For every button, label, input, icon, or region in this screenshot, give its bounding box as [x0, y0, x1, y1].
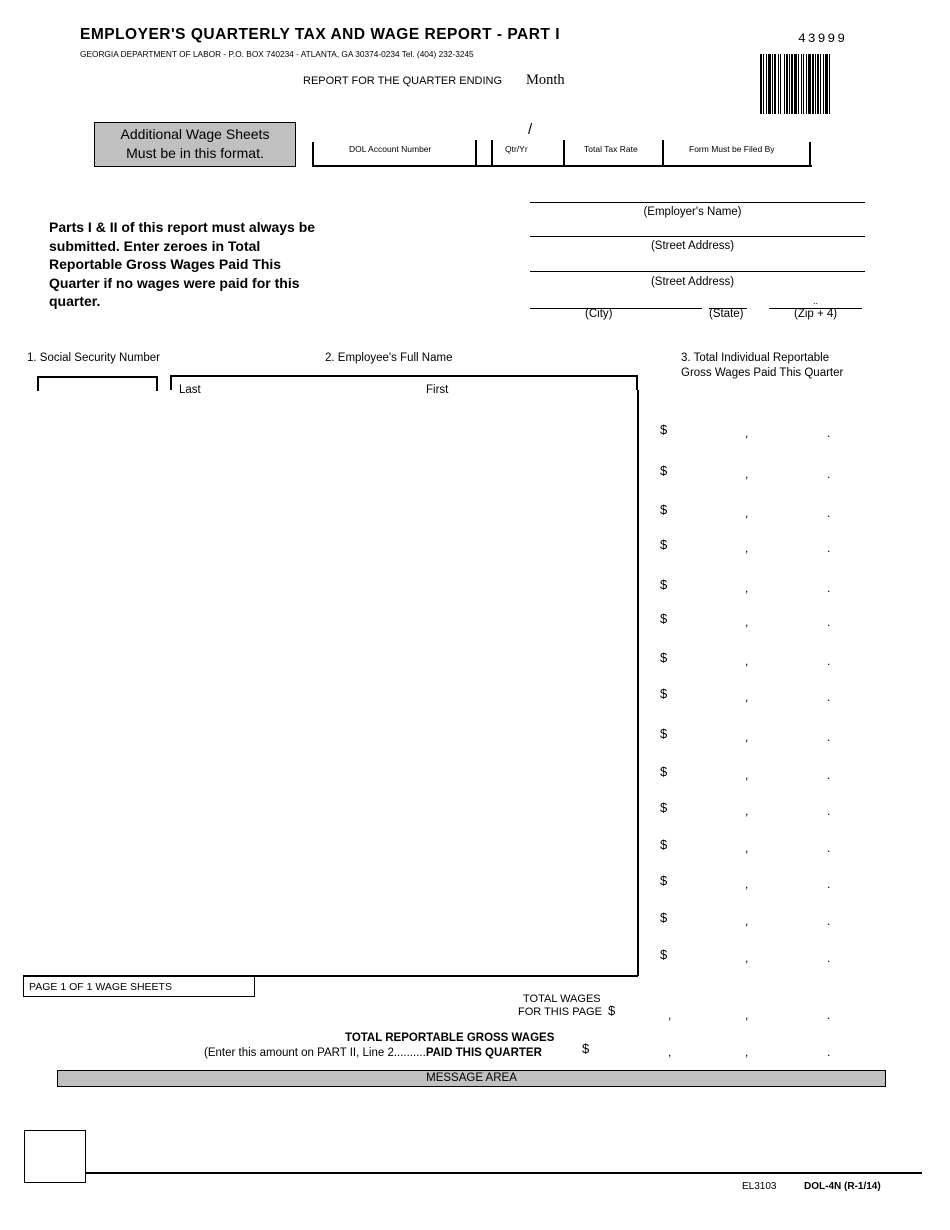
wage-dollar: $	[660, 910, 668, 925]
wage-row[interactable]	[660, 463, 840, 483]
wage-comma: ,	[745, 541, 749, 555]
wage-dollar: $	[660, 947, 668, 962]
wage-period: .	[827, 768, 831, 782]
gross-period: .	[827, 1045, 831, 1059]
footer-rule	[86, 1172, 922, 1174]
total-page-period: .	[827, 1008, 831, 1022]
wage-row[interactable]	[660, 947, 840, 967]
wage-period: .	[827, 730, 831, 744]
wage-comma: ,	[745, 914, 749, 928]
total-page-comma-1: ,	[668, 1008, 672, 1022]
wage-row[interactable]	[660, 611, 840, 631]
wage-comma: ,	[745, 467, 749, 481]
additional-sheets-notice	[94, 122, 296, 167]
month-field[interactable]: Month	[526, 72, 565, 88]
employer-name-field[interactable]: (Employer's Name)	[643, 206, 742, 218]
wage-period: .	[827, 654, 831, 668]
wage-period: .	[827, 951, 831, 965]
wage-comma: ,	[745, 654, 749, 668]
wage-dollar: $	[660, 502, 668, 517]
street-address-field-1[interactable]: (Street Address)	[650, 240, 735, 252]
wage-dollar: $	[660, 873, 668, 888]
wages-column-header-2: Gross Wages Paid This Quarter	[681, 367, 844, 379]
wage-row[interactable]	[660, 502, 840, 522]
wage-comma: ,	[745, 426, 749, 440]
wage-dollar: $	[660, 463, 668, 478]
wage-comma: ,	[745, 877, 749, 891]
total-page-dollar: $	[608, 1003, 616, 1018]
wage-comma: ,	[745, 804, 749, 818]
wage-dollar: $	[660, 650, 668, 665]
wage-period: .	[827, 877, 831, 891]
wage-comma: ,	[745, 581, 749, 595]
corner-box	[24, 1130, 86, 1183]
wage-row[interactable]	[660, 764, 840, 784]
wage-comma: ,	[745, 615, 749, 629]
street-address-field-2[interactable]: (Street Address)	[650, 276, 735, 288]
wage-row[interactable]	[660, 650, 840, 670]
wage-row[interactable]	[660, 686, 840, 706]
ssn-column-header: 1. Social Security Number	[27, 352, 160, 364]
wage-dollar: $	[660, 611, 668, 626]
wage-row[interactable]	[660, 873, 840, 893]
wages-column-header-1: 3. Total Individual Reportable	[681, 352, 830, 364]
state-field[interactable]: (State)	[709, 308, 744, 320]
tax-rate-field[interactable]: Total Tax Rate	[584, 144, 638, 154]
qtr-yr-field[interactable]: Qtr/Yr	[505, 144, 528, 154]
wage-dollar: $	[660, 726, 668, 741]
column-divider	[637, 390, 639, 976]
gross-wages-label: TOTAL REPORTABLE GROSS WAGES	[345, 1032, 555, 1044]
wage-row[interactable]	[660, 726, 840, 746]
wage-period: .	[827, 426, 831, 440]
name-column-header: 2. Employee's Full Name	[325, 352, 453, 364]
total-page-comma-2: ,	[745, 1008, 749, 1022]
wage-period: .	[827, 467, 831, 481]
wage-row[interactable]	[660, 837, 840, 857]
wage-period: .	[827, 804, 831, 818]
barcode-graphic	[760, 54, 873, 114]
city-field[interactable]: (City)	[585, 308, 613, 320]
parts-notice: Parts I & II of this report must always be submitted. Enter zeroes in Total Reportable Gross Wages Paid This Quarter if no wages were paid for this quarter.	[49, 219, 316, 309]
wage-period: .	[827, 541, 831, 555]
wage-comma: ,	[745, 768, 749, 782]
last-name-label: Last	[179, 384, 201, 396]
wage-dollar: $	[660, 537, 668, 552]
page-count-box: PAGE 1 OF 1 WAGE SHEETS	[23, 976, 255, 997]
wage-comma: ,	[745, 841, 749, 855]
gross-dollar: $	[582, 1041, 590, 1056]
wage-dollar: $	[660, 837, 668, 852]
wage-dollar: $	[660, 764, 668, 779]
wage-period: .	[827, 690, 831, 704]
gross-wages-instruction: (Enter this amount on PART II, Line 2..........PAID THIS QUARTER	[204, 1047, 542, 1059]
account-field-bar	[312, 140, 812, 168]
additional-sheets-line1: Additional Wage Sheets	[120, 126, 270, 142]
wage-row[interactable]	[660, 800, 840, 820]
form-title: EMPLOYER'S QUARTERLY TAX AND WAGE REPORT - PART I	[80, 26, 561, 43]
dol-account-field[interactable]: DOL Account Number	[349, 144, 432, 154]
first-name-label: First	[426, 384, 449, 396]
form-number: 43999	[798, 31, 848, 46]
wage-period: .	[827, 506, 831, 520]
wage-row[interactable]	[660, 577, 840, 597]
agency-address: GEORGIA DEPARTMENT OF LABOR - P.O. BOX 740234 - ATLANTA, GA 30374-0234 Tel. (404) 232-3245	[80, 49, 474, 59]
wage-comma: ,	[745, 730, 749, 744]
quarter-ending-label: REPORT FOR THE QUARTER ENDING	[303, 75, 503, 87]
wage-row[interactable]	[660, 537, 840, 557]
wage-comma: ,	[745, 951, 749, 965]
wage-period: .	[827, 581, 831, 595]
footer-form-id: DOL-4N (R-1/14)	[804, 1181, 881, 1192]
additional-sheets-line2: Must be in this format.	[126, 145, 264, 161]
footer-code: EL3103	[742, 1181, 777, 1192]
wage-period: .	[827, 615, 831, 629]
wage-dollar: $	[660, 800, 668, 815]
gross-comma-1: ,	[668, 1045, 672, 1059]
wage-dollar: $	[660, 577, 668, 592]
wage-dollar: $	[660, 686, 668, 701]
filed-by-field[interactable]: Form Must be Filed By	[689, 144, 775, 154]
wage-comma: ,	[745, 690, 749, 704]
wage-period: .	[827, 914, 831, 928]
wage-row[interactable]	[660, 910, 840, 930]
message-area: MESSAGE AREA	[57, 1070, 886, 1087]
zip-field[interactable]: (Zip + 4)	[794, 308, 838, 320]
qtr-slash: /	[528, 121, 533, 138]
wage-dollar: $	[660, 422, 668, 437]
total-wages-label-2: FOR THIS PAGE	[518, 1006, 602, 1018]
wage-comma: ,	[745, 506, 749, 520]
wage-period: .	[827, 841, 831, 855]
gross-comma-2: ,	[745, 1045, 749, 1059]
total-wages-label-1: TOTAL WAGES	[523, 993, 601, 1005]
wage-row[interactable]	[660, 422, 840, 442]
